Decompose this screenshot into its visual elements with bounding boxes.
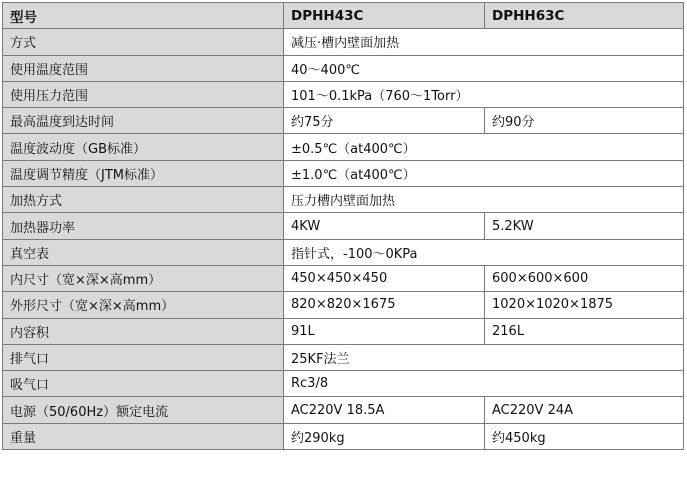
row-value-dphh43c: 820×820×1675 bbox=[284, 292, 485, 318]
row-value-shared: 25KF法兰 bbox=[284, 344, 684, 370]
table-row bbox=[3, 423, 684, 449]
header-model: 型号 bbox=[3, 3, 284, 29]
row-value-dphh63c: 216L bbox=[485, 318, 684, 344]
row-label: 内容积 bbox=[3, 318, 284, 344]
table-row bbox=[3, 213, 684, 239]
table-row bbox=[3, 55, 684, 81]
row-label: 温度调节精度（JTM标准） bbox=[3, 160, 284, 186]
row-value-shared: 压力槽内壁面加热 bbox=[284, 187, 684, 213]
row-value-shared: ±1.0℃（at400℃） bbox=[284, 160, 684, 186]
row-label: 排气口 bbox=[3, 344, 284, 370]
table-row bbox=[3, 134, 684, 160]
table-row bbox=[3, 239, 684, 265]
row-label: 方式 bbox=[3, 29, 284, 55]
row-value-dphh63c: 5.2KW bbox=[485, 213, 684, 239]
row-value-dphh63c: 600×600×600 bbox=[485, 265, 684, 291]
table-row bbox=[3, 81, 684, 107]
row-value-shared: 减压·槽内壁面加热 bbox=[284, 29, 684, 55]
row-label: 真空表 bbox=[3, 239, 284, 265]
table-row bbox=[3, 29, 684, 55]
row-value-shared: Rc3/8 bbox=[284, 371, 684, 397]
table-row bbox=[3, 265, 684, 291]
row-label: 最高温度到达时间 bbox=[3, 108, 284, 134]
table-row bbox=[3, 397, 684, 423]
row-value-dphh43c: 91L bbox=[284, 318, 485, 344]
row-label: 外形尺寸（宽×深×高mm） bbox=[3, 292, 284, 318]
row-label: 吸气口 bbox=[3, 371, 284, 397]
header-dphh43c: DPHH43C bbox=[284, 3, 485, 29]
table-row bbox=[3, 344, 684, 370]
table-row bbox=[3, 318, 684, 344]
row-label: 加热器功率 bbox=[3, 213, 284, 239]
row-value-shared: 40～400℃ bbox=[284, 55, 684, 81]
row-value-dphh63c: 约90分 bbox=[485, 108, 684, 134]
row-value-dphh63c: 1020×1020×1875 bbox=[485, 292, 684, 318]
row-value-dphh43c: 450×450×450 bbox=[284, 265, 485, 291]
row-value-dphh43c: 约290kg bbox=[284, 423, 485, 449]
spec-rows bbox=[3, 29, 684, 450]
table-row bbox=[3, 292, 684, 318]
table-row bbox=[3, 160, 684, 186]
row-value-dphh43c: AC220V 18.5A bbox=[284, 397, 485, 423]
row-value-shared: 指针式，-100～0KPa bbox=[284, 239, 684, 265]
spec-table bbox=[2, 2, 684, 450]
row-label: 加热方式 bbox=[3, 187, 284, 213]
row-value-dphh63c: 约450kg bbox=[485, 423, 684, 449]
row-value-dphh43c: 约75分 bbox=[284, 108, 485, 134]
row-label: 使用温度范围 bbox=[3, 55, 284, 81]
row-label: 内尺寸（宽×深×高mm） bbox=[3, 265, 284, 291]
row-value-dphh43c: 4KW bbox=[284, 213, 485, 239]
row-label: 温度波动度（GB标准） bbox=[3, 134, 284, 160]
table-row bbox=[3, 187, 684, 213]
row-label: 使用压力范围 bbox=[3, 81, 284, 107]
row-value-shared: ±0.5℃（at400℃） bbox=[284, 134, 684, 160]
row-label: 重量 bbox=[3, 423, 284, 449]
header-row bbox=[3, 3, 684, 29]
row-label: 电源（50/60Hz）额定电流 bbox=[3, 397, 284, 423]
header-dphh63c: DPHH63C bbox=[485, 3, 684, 29]
row-value-shared: 101～0.1kPa（760～1Torr） bbox=[284, 81, 684, 107]
table-row bbox=[3, 371, 684, 397]
table-row bbox=[3, 108, 684, 134]
row-value-dphh63c: AC220V 24A bbox=[485, 397, 684, 423]
